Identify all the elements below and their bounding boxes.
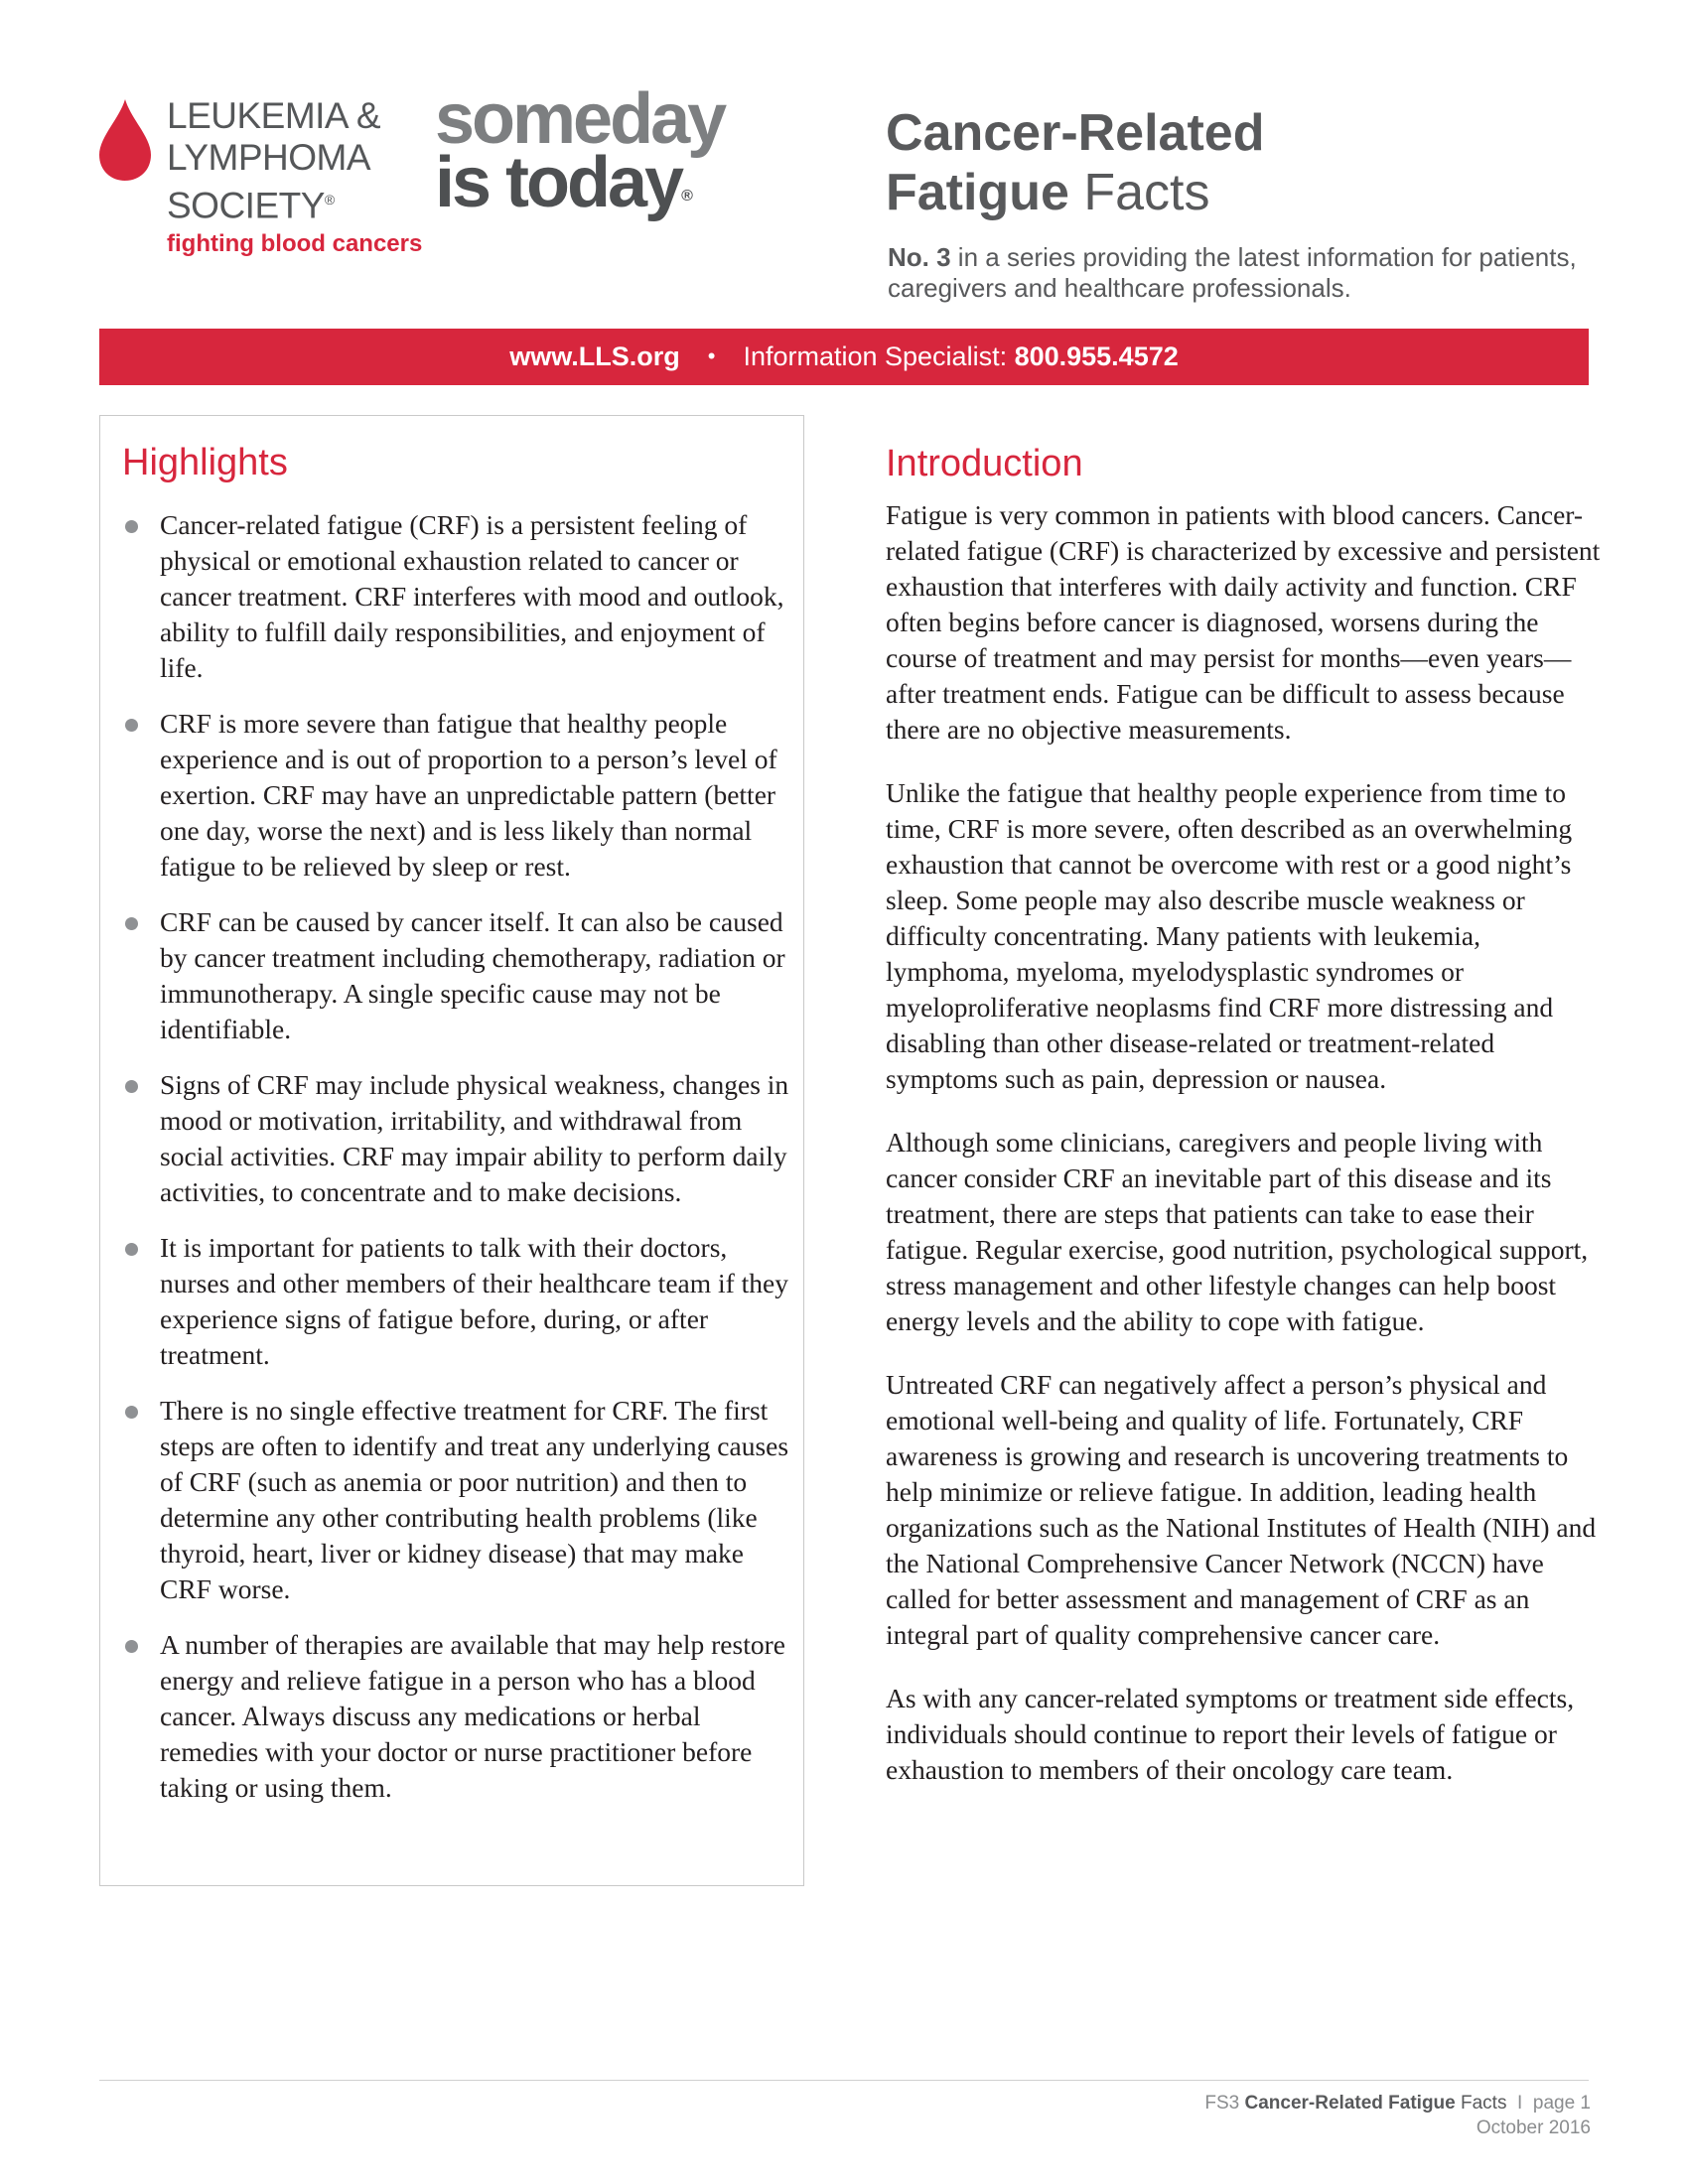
- highlights-list: [122, 507, 797, 1826]
- introduction-section: [886, 443, 1601, 1816]
- bullet-icon: [125, 1080, 138, 1093]
- org-name-line2: LYMPHOMA: [167, 137, 371, 178]
- footer-title-regular: Facts: [1455, 2093, 1507, 2114]
- title-line2-regular: Facts: [1068, 164, 1210, 221]
- bullet-icon: [125, 1640, 138, 1653]
- title-line1: Cancer-Related: [886, 104, 1265, 162]
- campaign-registered-mark: ®: [681, 188, 693, 205]
- highlight-item: [122, 1627, 797, 1806]
- bar-separator: •: [707, 343, 716, 368]
- org-name: [167, 95, 380, 226]
- intro-paragraph: Fatigue is very common in patients with blood cancers. Cancer-related fatigue (CRF) is characterized by excessive and persistent exhaustion that interferes with daily activity and function. CRF often begins before cancer is diagnosed, worsens during the course of treatment and may persist for months—even years—after treatment ends. Fatigue can be difficult to assess because there are no objective measurements.: [886, 499, 1601, 745]
- website-link[interactable]: www.LLS.org: [509, 341, 680, 371]
- highlight-item: [122, 1393, 797, 1607]
- document-title: [886, 103, 1264, 222]
- highlights-box: [99, 415, 804, 1886]
- footer-divider: [99, 2080, 1589, 2081]
- highlight-text: Signs of CRF may include physical weakness, changes in mood or motivation, irritability, and withdrawal from social activities. CRF may impair ability to perform daily activities, to concentrate and to make decisions.: [160, 1069, 789, 1207]
- bullet-icon: [125, 719, 138, 732]
- bullet-icon: [125, 917, 138, 930]
- bullet-icon: [125, 1243, 138, 1256]
- highlight-item: [122, 706, 797, 885]
- footer-code: FS3: [1204, 2093, 1245, 2114]
- org-registered-mark: ®: [324, 192, 335, 207]
- lls-logo: [97, 79, 753, 264]
- footer-divider-glyph: I: [1506, 2093, 1533, 2114]
- bullet-icon: [125, 520, 138, 533]
- highlight-item: [122, 1230, 797, 1373]
- intro-paragraph: Untreated CRF can negatively affect a person’s physical and emotional well-being and quality of life. Fortunately, CRF awareness is growing and research is uncovering treatments to help minimize or relieve fatigue. In addition, leading health organizations such as the National Institutes of Health (NIH) and the National Comprehensive Cancer Network (NCCN) have called for better assessment and management of CRF as an integral part of quality comprehensive cancer care.: [886, 1369, 1597, 1650]
- series-description: [888, 242, 1603, 304]
- highlight-text: There is no single effective treatment for CRF. The first steps are often to identify and treat any underlying causes of CRF (such as anemia or poor nutrition) and then to determine any other contributing health problems (like thyroid, heart, liver or kidney disease) that may make CRF worse.: [160, 1395, 789, 1604]
- page-number: page 1: [1532, 2093, 1591, 2114]
- page-footer: [1204, 2091, 1591, 2140]
- highlight-text: A number of therapies are available that may help restore energy and relieve fatigue in a person who has a blood cancer. Always discuss any medications or herbal remedies with your doctor or nurse practitioner before taking or using them.: [160, 1629, 785, 1803]
- highlight-text: Cancer-related fatigue (CRF) is a persistent feeling of physical or emotional exhaustion related to cancer or cancer treatment. CRF interferes with mood and outlook, ability to fulfill daily responsibilities, and enjoyment of life.: [160, 509, 784, 683]
- highlight-text: CRF can be caused by cancer itself. It can also be caused by cancer treatment including chemotherapy, radiation or immunotherapy. A single specific cause may not be identifiable.: [160, 906, 785, 1044]
- series-number: No. 3: [888, 242, 951, 272]
- footer-date: October 2016: [1476, 2117, 1591, 2138]
- highlight-text: It is important for patients to talk with their doctors, nurses and other members of their healthcare team if they experience signs of fatigue before, during, or after treatment.: [160, 1232, 789, 1370]
- blood-drop-icon: [97, 97, 153, 183]
- introduction-heading: Introduction: [886, 443, 1083, 484]
- footer-title-bold: Cancer-Related Fatigue: [1244, 2093, 1456, 2114]
- intro-paragraph: As with any cancer-related symptoms or treatment side effects, individuals should continue to report their levels of fatigue or exhaustion to members of their oncology care team.: [886, 1683, 1575, 1785]
- highlight-item: [122, 904, 797, 1047]
- intro-paragraph: Unlike the fatigue that healthy people experience from time to time, CRF is more severe, often described as an overwhelming exhaustion that cannot be overcome with rest or a good night’s sleep. Some people may also describe muscle weakness or difficulty concentrating. Many patients with leukemia, lymphoma, myeloma, myelodysplastic syndromes or myeloproliferative neoplasms find CRF more distressing and disabling than other disease-related or treatment-related symptoms such as pain, depression or nausea.: [886, 777, 1573, 1094]
- title-line2-bold: Fatigue: [886, 164, 1069, 221]
- series-text: in a series providing the latest information for patients, caregivers and healthcare professionals.: [888, 242, 1577, 303]
- bullet-icon: [125, 1406, 138, 1419]
- phone-number[interactable]: 800.955.4572: [1014, 341, 1179, 371]
- highlights-heading: Highlights: [122, 442, 288, 483]
- highlight-item: [122, 507, 797, 686]
- campaign-line1: someday: [435, 79, 725, 159]
- campaign-line2: is today: [435, 143, 682, 222]
- org-name-line3: SOCIETY: [167, 185, 325, 226]
- org-name-line1: LEUKEMIA &: [167, 95, 381, 136]
- highlight-item: [122, 1067, 797, 1210]
- highlight-text: CRF is more severe than fatigue that healthy people experience and is out of proportion to a person’s level of exertion. CRF may have an unpredictable pattern (better one day, worse the next) and is less likely than normal fatigue to be relieved by sleep or rest.: [160, 708, 777, 882]
- contact-bar: [99, 329, 1589, 385]
- specialist-label: Information Specialist:: [743, 341, 1015, 371]
- intro-paragraph: Although some clinicians, caregivers and people living with cancer consider CRF an inevitable part of this disease and its treatment, there are steps that patients can take to ease their fatigue. Regular exercise, good nutrition, psychological support, stress management and other lifestyle changes can help boost energy levels and the ability to cope with fatigue.: [886, 1127, 1589, 1336]
- org-tagline: fighting blood cancers: [167, 230, 423, 257]
